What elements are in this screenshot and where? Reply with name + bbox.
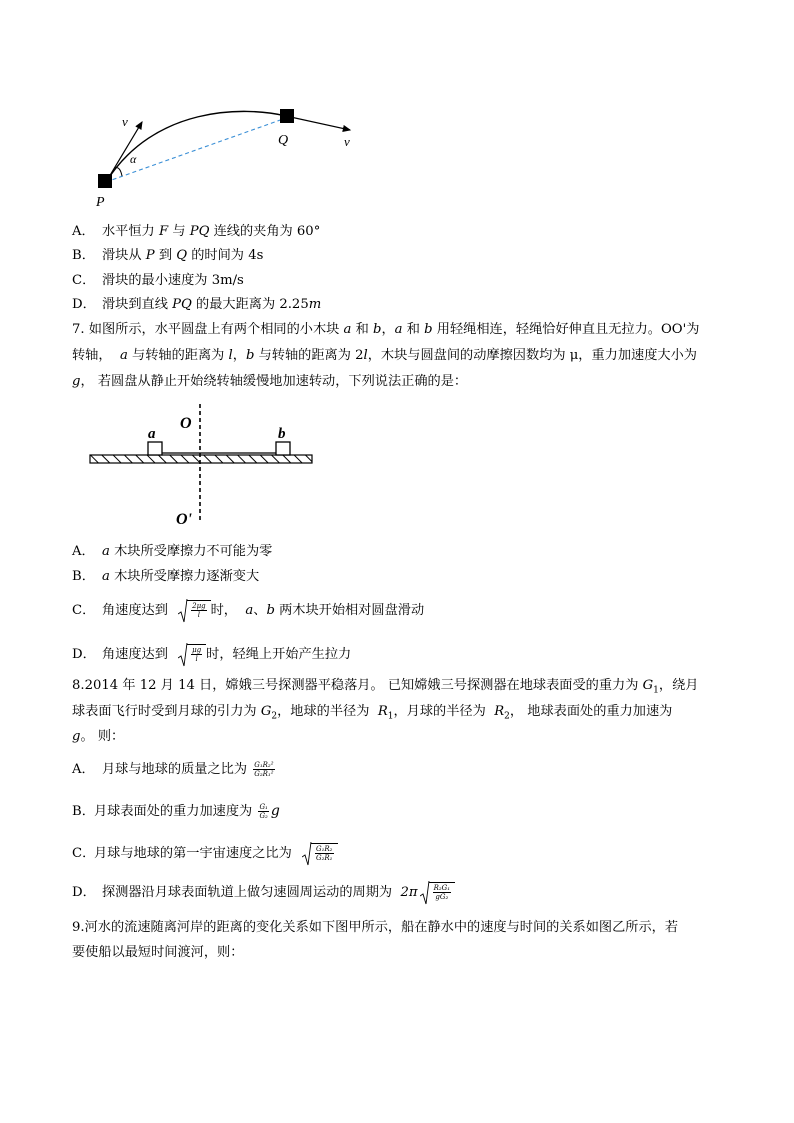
q6-option-c: C． 滑块的最小速度为 3m/s — [72, 273, 244, 288]
q7-stem-line2: 转轴， a 与转轴的距离为 l，b 与转轴的距离为 2l，木块与圆盘间的动摩擦因数均为 μ，重力加速度大小为 — [72, 348, 697, 363]
sqrt-expression: $\frac{\text{G₁R₂}}{\text{G₂R₁}}$ — [302, 843, 337, 864]
trajectory-figure — [84, 96, 374, 214]
q8-option-b: B．月球表面处的重力加速度为 $\frac{\text{G₁}}{\text{G₂}}$ g — [72, 803, 280, 820]
q8-option-a: A． 月球与地球的质量之比为 $\frac{\text{G₁R₂²}}{\text{G₂R₁²}}$ — [72, 761, 274, 778]
sqrt-expression: $\frac{2\mu g}{l}$ — [178, 600, 210, 621]
label-v1: v — [122, 114, 128, 129]
q7-option-d: D． 角速度达到 $\frac{\mu g}{l}$ 时，轻绳上开始产生拉力 — [72, 644, 351, 665]
q6-option-b: B． 滑块从 P 到 Q 的时间为 4s — [72, 248, 264, 263]
fraction: $\frac{\text{G₁}}{\text{G₂}}$ — [259, 803, 268, 820]
q6-option-d: D． 滑块到直线 PQ 的最大距离为 2.25m — [72, 297, 322, 312]
label-a: a — [148, 426, 156, 442]
block-a — [148, 442, 162, 455]
q7-option-b: B． a 木块所受摩擦力逐渐变大 — [72, 569, 260, 584]
q9-stem-line2: 要使船以最短时间渡河，则： — [72, 945, 244, 960]
q6-option-a: A． 水平恒力 F 与 PQ 连线的夹角为 60° — [72, 224, 321, 239]
sqrt-expression: $\frac{\text{R₂G₁}}{\text{gG₂}}$ — [420, 882, 455, 903]
fraction: $\frac{\text{G₁R₂²}}{\text{G₂R₁²}}$ — [254, 761, 274, 778]
label-b: b — [278, 426, 286, 442]
label-o: O — [180, 415, 192, 432]
label-o-prime: O' — [176, 511, 192, 528]
block-b — [276, 442, 290, 455]
label-p: P — [96, 195, 105, 210]
q9-stem-line1: 9.河水的流速随离河岸的距离的变化关系如下图甲所示，船在静水中的速度与时间的关系如图乙所示，若 — [72, 920, 679, 935]
q7-option-a: A． a 木块所受摩擦力不可能为零 — [72, 544, 273, 559]
block-q — [280, 109, 294, 123]
block-p — [98, 174, 112, 188]
label-alpha: α — [130, 152, 137, 166]
q8-stem-line3: g。 则： — [72, 729, 125, 744]
label-q: Q — [278, 133, 289, 148]
q7-stem-line3: g， 若圆盘从静止开始绕转轴缓慢地加速转动，下列说法正确的是： — [72, 374, 468, 389]
exit-velocity-arrow — [286, 116, 350, 130]
initial-velocity-arrow — [106, 122, 142, 182]
q8-option-c: C．月球与地球的第一宇宙速度之比为 $\frac{\text{G₁R₂}}{\text{G₂R₁}}$ — [72, 843, 338, 864]
q8-stem-line2: 球表面飞行时受到月球的引力为 $G_2$，地球的半径为 $R_1$，月球的半径为 $R_2$， 地球表面处的重力加速为 — [72, 704, 673, 722]
q8-stem-line1: 8.2014 年 12 月 14 日，嫦娥三号探测器平稳落月。 已知嫦娥三号探测器在地球表面受的重力为 $G_1$，绕月 — [72, 678, 699, 696]
q8-option-d: D． 探测器沿月球表面轨道上做匀速圆周运动的周期为 2π $\frac{\text{R₂G₁}}{\text{gG₂}}$ — [72, 882, 455, 903]
disk-figure — [84, 404, 320, 530]
q7-option-c: C． 角速度达到 $\frac{2\mu g}{l}$ 时， a、b 两木块开始相对圆盘滑动 — [72, 600, 424, 621]
q7-stem-line1: 7. 如图所示，水平圆盘上有两个相同的小木块 a 和 b，a 和 b 用轻绳相连，轻绳恰好伸直且无拉力。OO'为 — [72, 322, 700, 337]
trajectory-curve — [106, 111, 289, 182]
sqrt-expression: $\frac{\mu g}{l}$ — [178, 644, 206, 665]
label-v2: v — [344, 134, 350, 149]
disk-surface — [90, 455, 312, 463]
